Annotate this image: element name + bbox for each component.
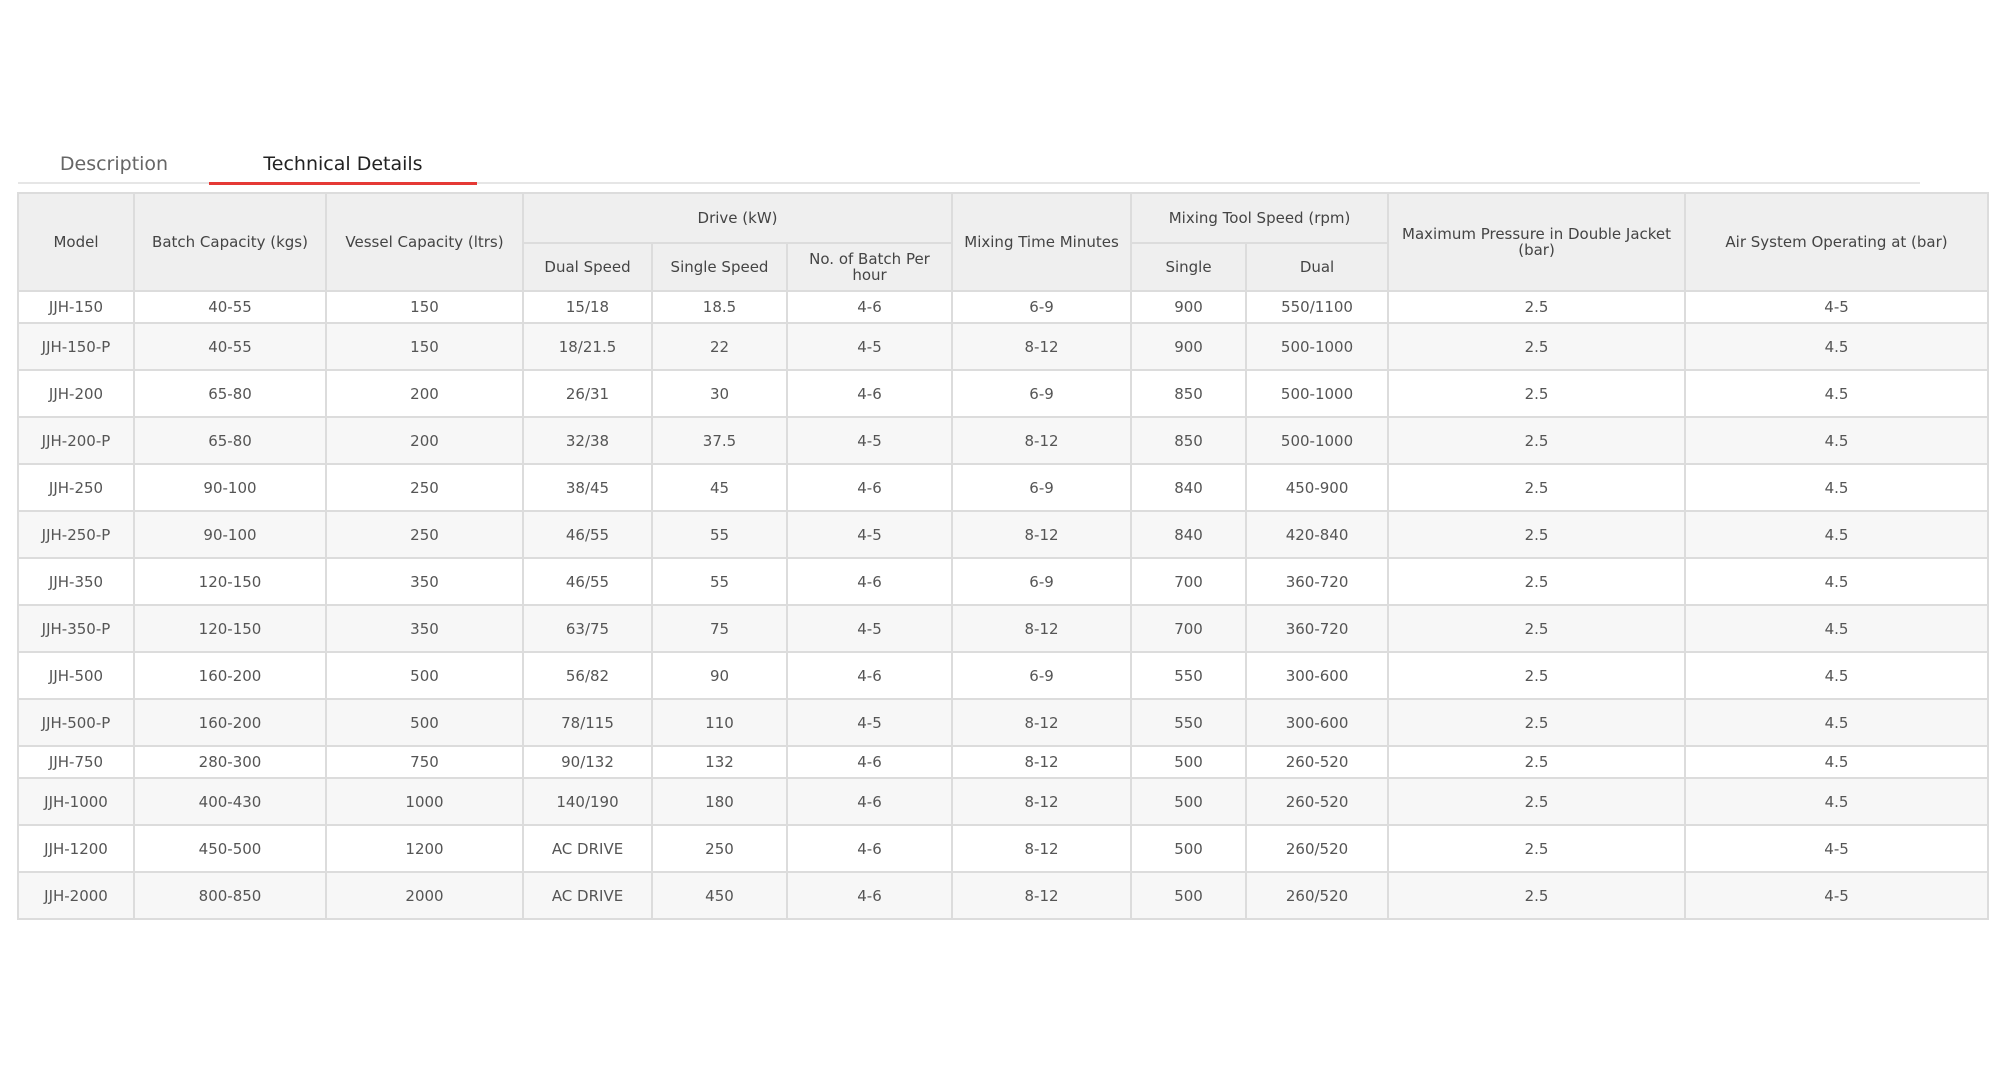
cell-tool-single: 700 (1131, 558, 1246, 605)
cell-tool-single: 500 (1131, 872, 1246, 919)
cell-single-speed: 450 (652, 872, 787, 919)
cell-batches-per-hour: 4-5 (787, 511, 952, 558)
cell-tool-dual: 550/1100 (1246, 291, 1388, 323)
cell-tool-dual: 300-600 (1246, 699, 1388, 746)
cell-model: JJH-500 (18, 652, 134, 699)
cell-batch-capacity: 450-500 (134, 825, 326, 872)
cell-tool-single: 550 (1131, 652, 1246, 699)
cell-dual-speed: 140/190 (523, 778, 652, 825)
cell-single-speed: 110 (652, 699, 787, 746)
cell-batch-capacity: 90-100 (134, 511, 326, 558)
cell-air-system: 4.5 (1685, 370, 1988, 417)
cell-batch-capacity: 120-150 (134, 558, 326, 605)
cell-air-system: 4.5 (1685, 323, 1988, 370)
header-drive: Drive (kW) (523, 193, 952, 243)
cell-tool-dual: 450-900 (1246, 464, 1388, 511)
header-batch-capacity: Batch Capacity (kgs) (134, 193, 326, 291)
cell-tool-dual: 260-520 (1246, 778, 1388, 825)
cell-air-system: 4-5 (1685, 291, 1988, 323)
cell-batch-capacity: 65-80 (134, 370, 326, 417)
cell-max-pressure: 2.5 (1388, 417, 1685, 464)
cell-air-system: 4-5 (1685, 825, 1988, 872)
cell-vessel-capacity: 150 (326, 323, 523, 370)
cell-dual-speed: 15/18 (523, 291, 652, 323)
cell-max-pressure: 2.5 (1388, 825, 1685, 872)
cell-model: JJH-500-P (18, 699, 134, 746)
cell-tool-dual: 300-600 (1246, 652, 1388, 699)
cell-vessel-capacity: 2000 (326, 872, 523, 919)
cell-dual-speed: 46/55 (523, 511, 652, 558)
table-row (18, 511, 1988, 558)
cell-dual-speed: 46/55 (523, 558, 652, 605)
cell-single-speed: 30 (652, 370, 787, 417)
cell-mixing-time: 8-12 (952, 511, 1131, 558)
table-row (18, 825, 1988, 872)
cell-mixing-time: 8-12 (952, 746, 1131, 778)
cell-single-speed: 180 (652, 778, 787, 825)
cell-mixing-time: 6-9 (952, 370, 1131, 417)
cell-single-speed: 250 (652, 825, 787, 872)
cell-vessel-capacity: 350 (326, 605, 523, 652)
cell-tool-dual: 420-840 (1246, 511, 1388, 558)
cell-max-pressure: 2.5 (1388, 699, 1685, 746)
cell-vessel-capacity: 1200 (326, 825, 523, 872)
cell-max-pressure: 2.5 (1388, 464, 1685, 511)
table-row (18, 370, 1988, 417)
cell-max-pressure: 2.5 (1388, 323, 1685, 370)
cell-single-speed: 18.5 (652, 291, 787, 323)
cell-mixing-time: 8-12 (952, 825, 1131, 872)
table-row (18, 746, 1988, 778)
cell-vessel-capacity: 200 (326, 370, 523, 417)
cell-max-pressure: 2.5 (1388, 511, 1685, 558)
cell-tool-dual: 260-520 (1246, 746, 1388, 778)
cell-max-pressure: 2.5 (1388, 872, 1685, 919)
cell-single-speed: 37.5 (652, 417, 787, 464)
cell-tool-dual: 500-1000 (1246, 417, 1388, 464)
cell-model: JJH-350-P (18, 605, 134, 652)
cell-batches-per-hour: 4-5 (787, 699, 952, 746)
cell-tool-single: 900 (1131, 323, 1246, 370)
header-mixing-tool-speed: Mixing Tool Speed (rpm) (1131, 193, 1388, 243)
cell-batches-per-hour: 4-6 (787, 464, 952, 511)
cell-max-pressure: 2.5 (1388, 558, 1685, 605)
cell-max-pressure: 2.5 (1388, 291, 1685, 323)
cell-tool-single: 500 (1131, 825, 1246, 872)
cell-vessel-capacity: 250 (326, 511, 523, 558)
header-single-speed: Single Speed (652, 243, 787, 291)
cell-tool-single: 850 (1131, 370, 1246, 417)
cell-max-pressure: 2.5 (1388, 370, 1685, 417)
cell-model: JJH-150-P (18, 323, 134, 370)
table-row (18, 605, 1988, 652)
header-tool-single: Single (1131, 243, 1246, 291)
table-row (18, 778, 1988, 825)
cell-batch-capacity: 800-850 (134, 872, 326, 919)
cell-single-speed: 55 (652, 511, 787, 558)
cell-mixing-time: 8-12 (952, 323, 1131, 370)
tab-technical-details[interactable]: Technical Details (209, 146, 477, 185)
cell-tool-dual: 500-1000 (1246, 370, 1388, 417)
header-air-system: Air System Operating at (bar) (1685, 193, 1988, 291)
cell-air-system: 4.5 (1685, 746, 1988, 778)
cell-tool-dual: 500-1000 (1246, 323, 1388, 370)
table-row (18, 872, 1988, 919)
cell-vessel-capacity: 250 (326, 464, 523, 511)
cell-vessel-capacity: 200 (326, 417, 523, 464)
cell-vessel-capacity: 500 (326, 699, 523, 746)
cell-dual-speed: 90/132 (523, 746, 652, 778)
cell-model: JJH-250 (18, 464, 134, 511)
header-batches-per-hour: No. of Batch Per hour (787, 243, 952, 291)
cell-single-speed: 22 (652, 323, 787, 370)
table-row (18, 464, 1988, 511)
table-row (18, 558, 1988, 605)
cell-vessel-capacity: 350 (326, 558, 523, 605)
cell-dual-speed: AC DRIVE (523, 825, 652, 872)
cell-tool-dual: 360-720 (1246, 558, 1388, 605)
header-model: Model (18, 193, 134, 291)
cell-batches-per-hour: 4-5 (787, 605, 952, 652)
cell-single-speed: 90 (652, 652, 787, 699)
table-row (18, 417, 1988, 464)
table-row (18, 291, 1988, 323)
cell-max-pressure: 2.5 (1388, 605, 1685, 652)
cell-model: JJH-200 (18, 370, 134, 417)
cell-batches-per-hour: 4-6 (787, 778, 952, 825)
cell-vessel-capacity: 150 (326, 291, 523, 323)
header-tool-dual: Dual (1246, 243, 1388, 291)
table-row (18, 652, 1988, 699)
cell-mixing-time: 8-12 (952, 417, 1131, 464)
cell-air-system: 4.5 (1685, 605, 1988, 652)
cell-tool-single: 500 (1131, 778, 1246, 825)
cell-batches-per-hour: 4-5 (787, 323, 952, 370)
cell-batch-capacity: 160-200 (134, 699, 326, 746)
cell-tool-dual: 360-720 (1246, 605, 1388, 652)
cell-model: JJH-1200 (18, 825, 134, 872)
cell-tool-dual: 260/520 (1246, 825, 1388, 872)
cell-tool-dual: 260/520 (1246, 872, 1388, 919)
cell-max-pressure: 2.5 (1388, 778, 1685, 825)
cell-batches-per-hour: 4-6 (787, 746, 952, 778)
header-mixing-time: Mixing Time Minutes (952, 193, 1131, 291)
cell-dual-speed: 32/38 (523, 417, 652, 464)
cell-tool-single: 500 (1131, 746, 1246, 778)
cell-tool-single: 700 (1131, 605, 1246, 652)
cell-mixing-time: 6-9 (952, 291, 1131, 323)
cell-single-speed: 45 (652, 464, 787, 511)
cell-model: JJH-200-P (18, 417, 134, 464)
cell-batches-per-hour: 4-5 (787, 417, 952, 464)
tab-description[interactable]: Description (59, 153, 169, 175)
cell-batch-capacity: 160-200 (134, 652, 326, 699)
cell-vessel-capacity: 1000 (326, 778, 523, 825)
cell-batch-capacity: 40-55 (134, 291, 326, 323)
cell-batches-per-hour: 4-6 (787, 370, 952, 417)
cell-air-system: 4.5 (1685, 778, 1988, 825)
cell-air-system: 4-5 (1685, 872, 1988, 919)
cell-mixing-time: 8-12 (952, 872, 1131, 919)
cell-dual-speed: 26/31 (523, 370, 652, 417)
cell-batches-per-hour: 4-6 (787, 558, 952, 605)
cell-mixing-time: 6-9 (952, 652, 1131, 699)
cell-model: JJH-250-P (18, 511, 134, 558)
cell-single-speed: 75 (652, 605, 787, 652)
cell-air-system: 4.5 (1685, 699, 1988, 746)
cell-model: JJH-1000 (18, 778, 134, 825)
cell-tool-single: 840 (1131, 511, 1246, 558)
cell-air-system: 4.5 (1685, 511, 1988, 558)
cell-max-pressure: 2.5 (1388, 746, 1685, 778)
cell-tool-single: 550 (1131, 699, 1246, 746)
cell-dual-speed: AC DRIVE (523, 872, 652, 919)
header-dual-speed: Dual Speed (523, 243, 652, 291)
cell-vessel-capacity: 500 (326, 652, 523, 699)
cell-mixing-time: 6-9 (952, 558, 1131, 605)
cell-mixing-time: 8-12 (952, 699, 1131, 746)
cell-model: JJH-350 (18, 558, 134, 605)
cell-batch-capacity: 90-100 (134, 464, 326, 511)
cell-air-system: 4.5 (1685, 464, 1988, 511)
cell-mixing-time: 6-9 (952, 464, 1131, 511)
cell-mixing-time: 8-12 (952, 605, 1131, 652)
cell-model: JJH-2000 (18, 872, 134, 919)
tab-bar (18, 132, 1920, 184)
technical-details-table-wrapper (17, 192, 1948, 920)
cell-tool-single: 840 (1131, 464, 1246, 511)
cell-model: JJH-150 (18, 291, 134, 323)
cell-dual-speed: 78/115 (523, 699, 652, 746)
cell-max-pressure: 2.5 (1388, 652, 1685, 699)
cell-batches-per-hour: 4-6 (787, 652, 952, 699)
cell-tool-single: 850 (1131, 417, 1246, 464)
cell-air-system: 4.5 (1685, 417, 1988, 464)
table-row (18, 699, 1988, 746)
table-row (18, 323, 1988, 370)
header-max-pressure: Maximum Pressure in Double Jacket (bar) (1388, 193, 1685, 291)
cell-batches-per-hour: 4-6 (787, 872, 952, 919)
cell-dual-speed: 38/45 (523, 464, 652, 511)
cell-model: JJH-750 (18, 746, 134, 778)
cell-air-system: 4.5 (1685, 558, 1988, 605)
cell-batches-per-hour: 4-6 (787, 291, 952, 323)
cell-batch-capacity: 120-150 (134, 605, 326, 652)
cell-dual-speed: 18/21.5 (523, 323, 652, 370)
cell-batch-capacity: 65-80 (134, 417, 326, 464)
cell-batch-capacity: 280-300 (134, 746, 326, 778)
cell-tool-single: 900 (1131, 291, 1246, 323)
cell-dual-speed: 56/82 (523, 652, 652, 699)
cell-air-system: 4.5 (1685, 652, 1988, 699)
cell-single-speed: 55 (652, 558, 787, 605)
cell-mixing-time: 8-12 (952, 778, 1131, 825)
cell-vessel-capacity: 750 (326, 746, 523, 778)
header-vessel-capacity: Vessel Capacity (ltrs) (326, 193, 523, 291)
cell-dual-speed: 63/75 (523, 605, 652, 652)
cell-batch-capacity: 400-430 (134, 778, 326, 825)
technical-details-table (17, 192, 1989, 920)
cell-batch-capacity: 40-55 (134, 323, 326, 370)
cell-single-speed: 132 (652, 746, 787, 778)
cell-batches-per-hour: 4-6 (787, 825, 952, 872)
